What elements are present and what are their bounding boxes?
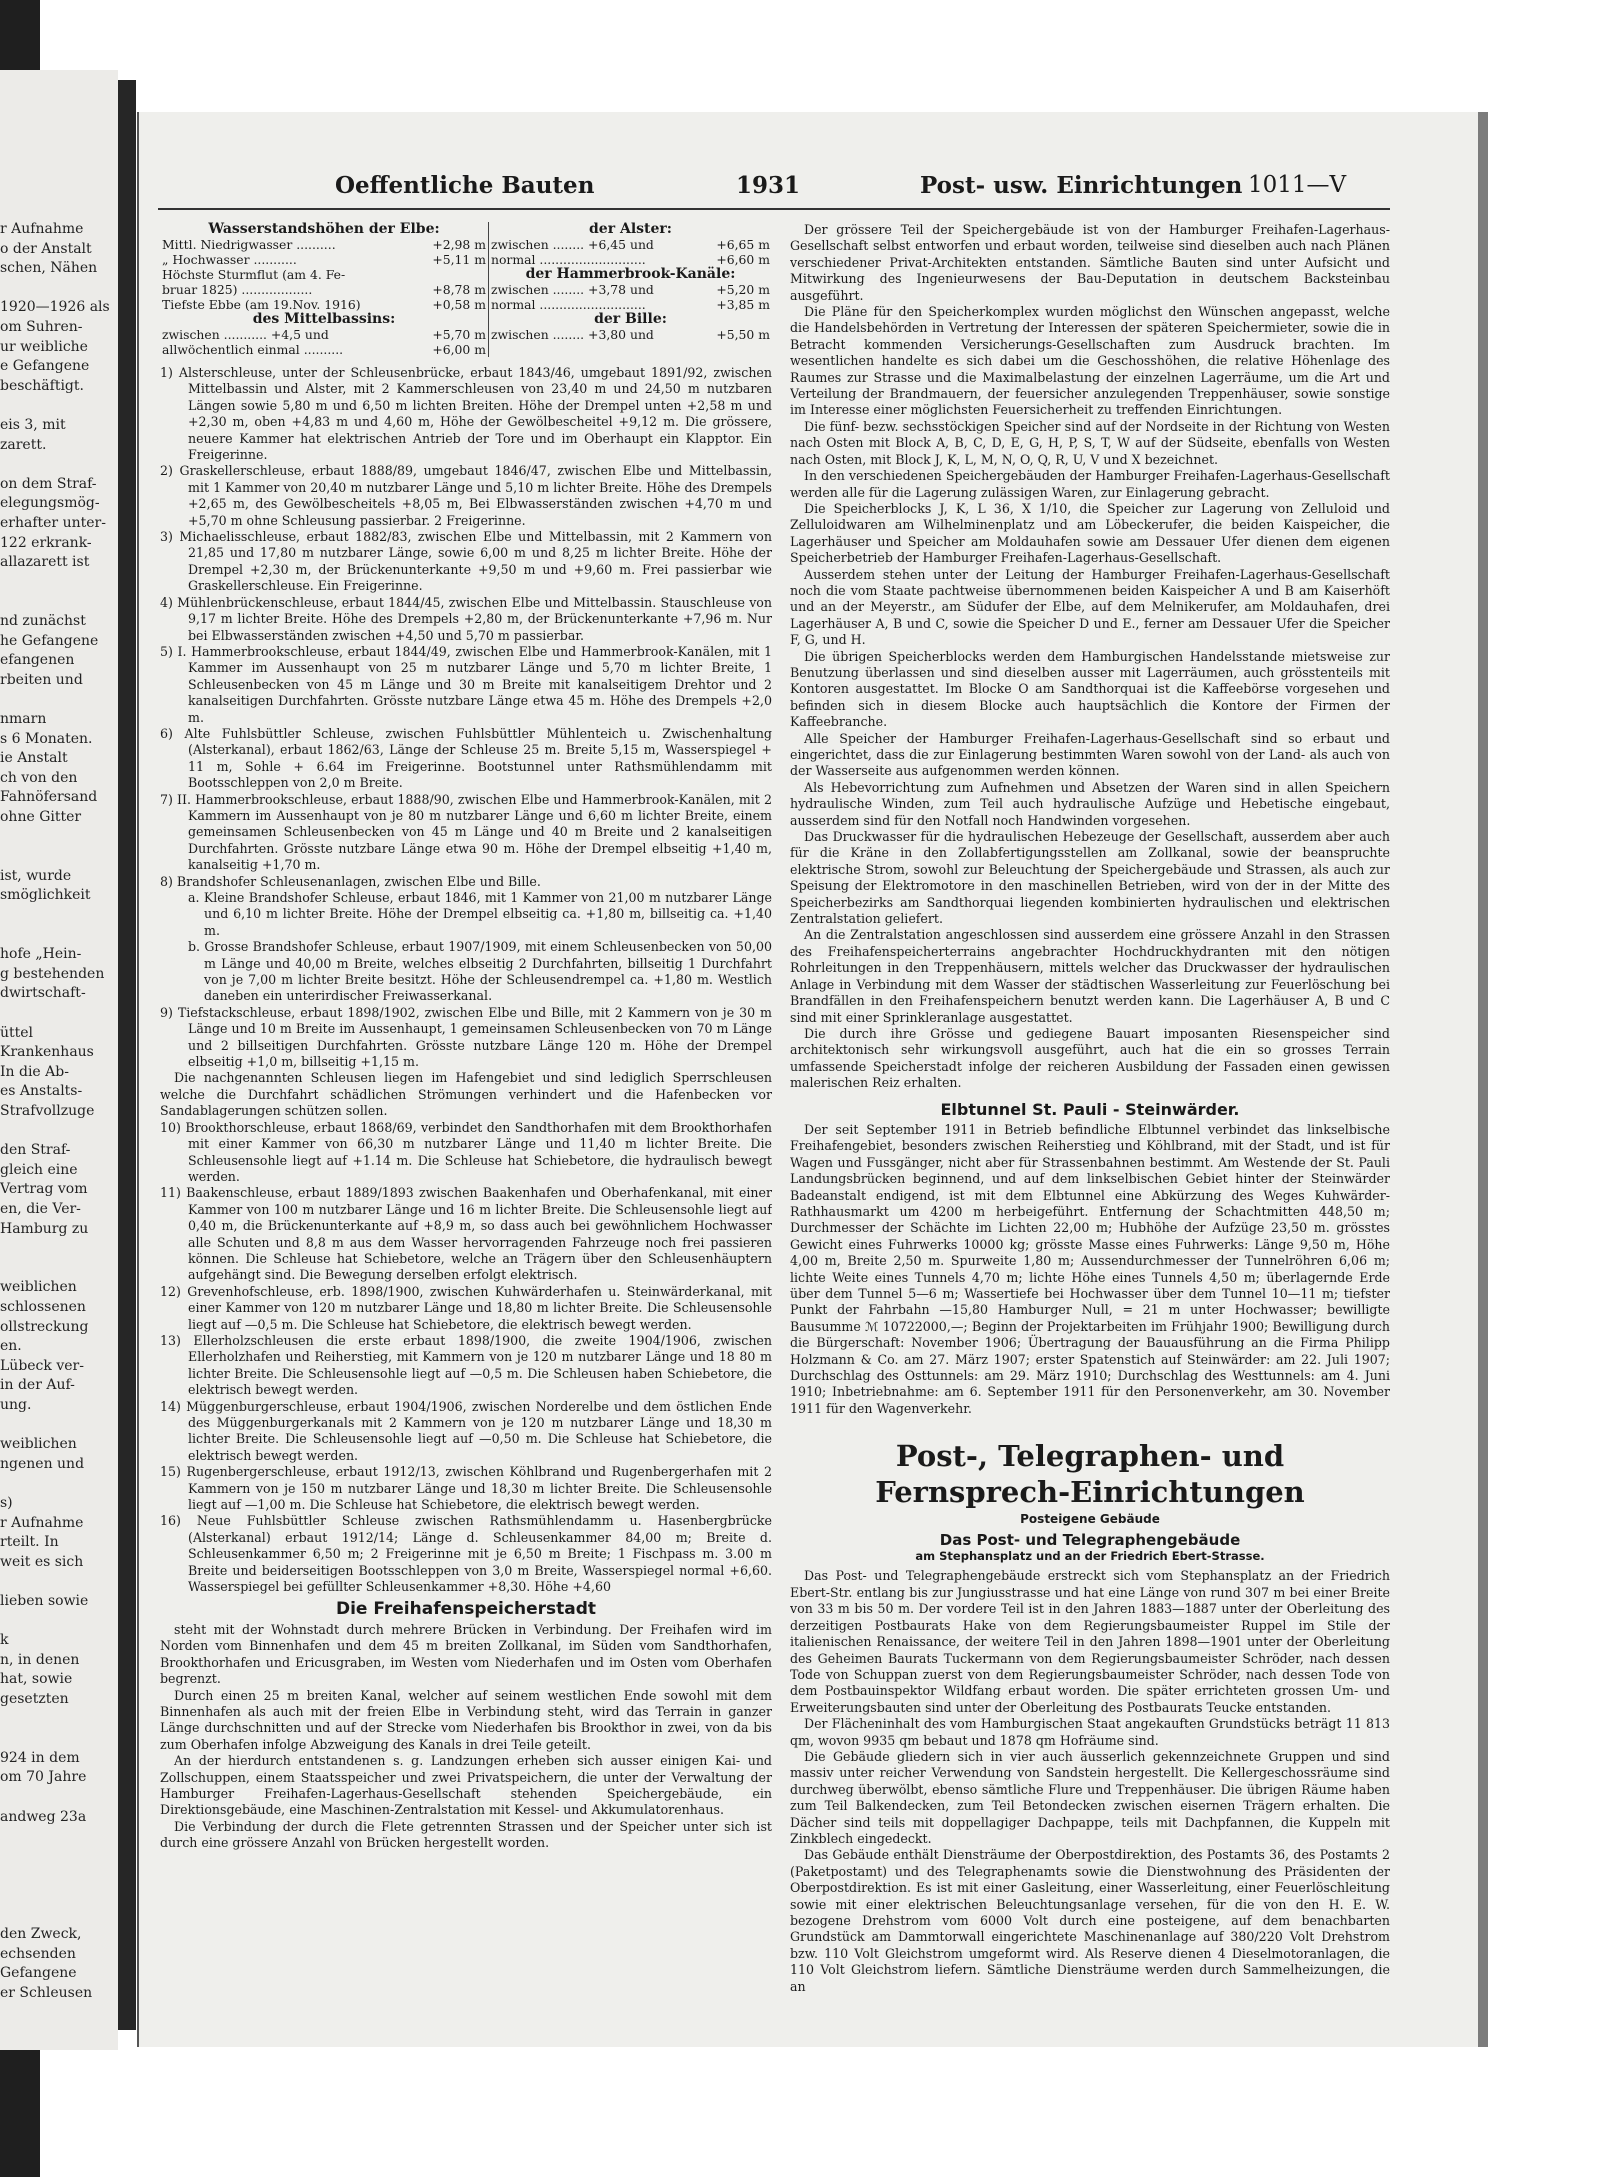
left-page-line: weiblichen [0,1279,77,1296]
lock-entry: 15) Rugenbergerschleuse, erbaut 1912/13, zwischen Köhlbrand und Rugenbergerhafen mit 2 Kammern von je 150 m nutzbarer Länge und 18,30 m lichter Breite. Die Schleusensohle liegt auf —1,00 m. Die Schleuse hat Schiebetore, die elektrisch bewegt werden. [160,1464,772,1513]
paragraph: Die Speicherblocks J, K, L 36, X 1/10, die Speicher zur Lagerung von Zelluloid und Zelluloidwaren am Wilhelminenplatz und am Löbeckerufer, die beiden Kaispeicher, die Lagerhäuser und Speicher am Moldauhafen sowie am Dessauer Ufer dienen dem eigenen Speicherbetrieb der Hamburger Freihafen-Lagerhaus-Gesellschaft. [790,500,1390,566]
left-page-line: Gefangene [0,1965,77,1982]
water-label: zwischen ........ +3,78 und [488,282,699,297]
water-title-elbe: Wasserstandshöhen der Elbe: [208,222,440,237]
water-label: zwischen ........ +3,80 und [488,327,699,342]
paragraph: Die Verbindung der durch die Flete getrennten Strassen und der Speicher unter sich ist durch eine grössere Anzahl von Brücken hergestellt worden. [160,1818,772,1851]
left-page-line: den Zweck, [0,1926,82,1943]
water-value: +5,50 m [716,327,770,342]
left-page-line: in der Auf- [0,1377,75,1394]
water-label: Tiefste Ebbe (am 19.Nov. 1916) [162,297,361,312]
lock-subentry: b. Grosse Brandshofer Schleuse, erbaut 1907/1909, mit einem Schleusenbecken von 50,00 m Länge und 40,00 m Breite, welches elbseitig 2 Durchfahrten, billseitig 1 Durchfahrt von je 7,00 m lichter Breite besitzt. Höhe der Schleusendrempel ca. +1,80 m. Westlich daneben ein unterirdischer Freiwasserkanal. [188,939,772,1004]
left-page-line: weit es sich [0,1553,84,1570]
speicher-text [790,222,1390,1092]
left-page-line: e Gefangene [0,358,90,375]
left-page-line: s) [0,1495,13,1511]
lock-entry: 1) Alsterschleuse, unter der Schleusenbrücke, erbaut 1843/46, umgebaut 1891/92, zwischen Mittelbassin und Alster, mit 2 Kammerschleusen von 23,40 m und 24,50 m nutzbaren Längen sowie 5,80 m und 6,50 m lichten Breiten. Höhe der Drempel unten +2,58 m und +2,30 m, oben +4,83 m und 4,60 m, Höhe der Gewölbescheitel +9,12 m. Die grössere, neuere Kammer hat elektrischen Antrieb der Tore und im Oberhaupt ein Klapptor. Ein Freigerinne. [160,365,772,463]
left-page-line: he Gefangene [0,632,99,649]
paragraph: Das Post- und Telegraphengebäude erstreckt sich vom Stephansplatz an der Friedrich Ebert-Str. entlang bis zur Jungiusstrasse und hat eine Länge von rund 307 m bei einer Breite von 33 m bis 50 m. Der vordere Teil ist in den Jahren 1883—1887 unter der Oberleitung des derzeitigen Postbaurats Hake von dem Regierungsbaumeister Ruppel im Stile der italienischen Renaissance, der weitere Teil in den Jahren 1898—1901 unter der Oberleitung des Geheimen Baurats Tuckermann von dem Regierungsbaumeister Schröder, nach dessen Tode von Schuppan zuerst von dem Regierungsbaumeister Schröder, nach dessen Tode von dem Postbauinspektor Wildfang erbaut worden. Die später errichteten grossen Um- und Erweiterungsbauten sind unter der Oberleitung des Postbaurats Teucke entstanden. [790,1568,1390,1715]
header-left: Oeffentliche Bauten [335,172,595,199]
left-page-line: schen, Nähen [0,260,98,277]
water-title-alster: der Alster: [488,222,772,237]
left-page-line: es Anstalts- [0,1083,83,1100]
left-page-line: ollstreckung [0,1318,89,1335]
paragraph: Das Druckwasser für die hydraulischen Hebezeuge der Gesellschaft, ausserdem aber auch für die Kräne in den Zollabfertigungsstellen am Zollkanal, sowie der beanspruchte elektrische Strom, sowohl zur Beleuchtung der Speichergebäude und Strassen, als auch zur Speisung der Elektromotore in den maschinellen Betrieben, wird von der in der Mitte des Speicherbezirks am Sandthorquai liegenden kombinierten hydraulischen und elektrischen Zentralstation geliefert. [790,829,1390,927]
paragraph: steht mit der Wohnstadt durch mehrere Brücken in Verbindung. Der Freihafen wird im Norden vom Binnenhafen und dem 45 m breiten Zollkanal, im Süden vom Sandthorhafen, Brookthorhafen und Ericusgraben, im Westen vom Niederhafen und im Osten vom Oberhafen begrenzt. [160,1621,772,1687]
lock-entry: 3) Michaelisschleuse, erbaut 1882/83, zwischen Elbe und Mittelbassin, mit 2 Kammern von 21,85 und 17,80 m nutzbarer Länge, sowie 6,00 m und 8,25 m lichter Breite. Höhe der Drempel +2,30 m, der Brückenunterkante +9,50 m und +9,60 m. Frei passierbar wie Graskellerschleuse. Ein Freigerinne. [160,529,772,594]
left-page-line: dwirtschaft- [0,985,86,1002]
left-column [160,222,772,2022]
left-page-line: on dem Straf- [0,475,97,492]
water-label: bruar 1825) .................. [162,282,313,297]
brandshofer-sublist [160,890,772,1005]
left-page-line: echsenden [0,1945,76,1962]
left-page-line: Lübeck ver- [0,1357,84,1374]
post-building-title: Das Post- und Telegraphengebäude [939,1530,1241,1549]
header-rule [158,208,1390,210]
post-building-subtitle: am Stephansplatz und an der Friedrich Ebert-Strasse. [915,1549,1265,1564]
post-subtitle: Posteigene Gebäude [1020,1512,1160,1527]
paragraph: Die übrigen Speicherblocks werden dem Hamburgischen Handelsstande mietsweise zur Benutzung überlassen und sind dieselben ausser mit Lagerräumen, auch grösstenteils mit Kontoren ausgestattet. Im Blocke O am Sandthorquai ist die Kaffeebörse vorgesehen und befinden sich in diesem Blocke auch hauptsächlich die Kontore der Firmen der Kaffeebranche. [790,648,1390,730]
elbtunnel-text: Der seit September 1911 in Betrieb befindliche Elbtunnel verbindet das linkselbische Freihafengebiet, besonders zwischen Reiherstieg und Köhlbrand, mit der Stadt, und ist für Wagen und Fussgänger, nicht aber für Strassenbahnen bestimmt. Am Westende der St. Pauli Landungsbrücken beginnend, und auf dem linkselbischen Gebiet hinter der Steinwärder Badeanstalt endigend, ist mit dem Elbtunnel eine Abkürzung des Weges Kuhwärder-Rathhausmarkt um 4200 m herbeigeführt. Entfernung der Schachtmitten 448,50 m; Durchmesser der Schächte im Lichten 22,00 m; Hubhöhe der Aufzüge 23,50 m. grösstes Gewicht eines Fuhrwerks 10000 kg; grösste Masse eines Fuhrwerks: Länge 9,50 m, Höhe 4,00 m, Breite 2,50 m. Spurweite 1,80 m; Aussendurchmesser der Tunnelröhren 6,06 m; lichte Weite eines Tunnels 4,70 m; lichte Höhe eines Tunnels 4,50 m; überlagernde Erde über dem Tunnel 5—6 m; Wassertiefe bei Hochwasser über dem Tunnel 10—11 m; tiefster Punkt der Fahrbahn —15,80 Hamburger Null, = 21 m unter Hochwasser; bewilligte Bausumme ℳ 10722000,—; Beginn der Projektarbeiten im Frühjahr 1900; Bewilligung durch die Bürgerschaft: November 1906; Übertragung der Bauausführung an die Firma Philipp Holzmann & Co. am 27. März 1907; erster Spatenstich auf Steinwärder: am 22. Juli 1907; Durchschlag des Osttunnels: am 29. März 1910; Durchschlag des Westtunnels: am 4. Juni 1910; Inbetriebnahme: am 6. September 1911 für den Personenverkehr, am 30. November 1911 für den Wagenverkehr. [790,1121,1390,1416]
water-label: Höchste Sturmflut (am 4. Fe- [162,267,346,282]
lock-entry: 9) Tiefstackschleuse, erbaut 1898/1902, zwischen Elbe und Bille, mit 2 Kammern von je 30 m Länge und 10 m Breite im Aussenhaupt, 1 gemeinsamen Schleusenbecken von 70 m Länge und 2 billseitigen Durchfahrten. Grösste nutzbare Länge 120 m. Höhe der Drempel elbseitig +1,0 m, billseitig +1,15 m. [160,1004,772,1070]
freihafen-title: Die Freihafenspeicherstadt [335,1599,596,1620]
paragraph: Der grössere Teil der Speichergebäude ist von der Hamburger Freihafen-Lagerhaus-Gesellschaft selbst entworfen und erbaut worden, teilweise sind dieselben auch nach Plänen verschiedener Privat-Architekten entstanden. Sämtliche Bauten sind unter Aufsicht und Mitwirkung des Ingenieurwesens der Bau-Deputation in deutschem Backsteinbau ausgeführt. [790,222,1390,303]
left-page-line: lieben sowie [0,1593,89,1609]
water-value: +3,85 m [716,297,770,312]
left-page-line: om Suhren- [0,319,83,335]
lock-entry: 13) Ellerholzschleusen die erste erbaut 1898/1900, die zweite 1904/1906, zwischen Ellerholzhafen und Reiherstieg, mit Kammern von je 120 m nutzbarer Länge und 18 80 m lichter Breite. Die Schleusensohle liegt auf —0,5 m. Die Schleusen haben Schiebetore, die elektrisch bewegt werden. [160,1332,772,1398]
lock-entry: 4) Mühlenbrückenschleuse, erbaut 1844/45, zwischen Elbe und Mittelbassin. Stauschleuse von 9,17 m lichter Breite. Höhe des Drempels +2,80 m, der Brückenunterkante +7,96 m. Nur bei Elbwasserständen zwischen +4,50 und 5,70 m passierbar. [160,594,772,643]
paragraph: Die Pläne für den Speicherkomplex wurden möglichst den Wünschen angepasst, welche die Handelsbehörden in Vertretung der Interessen der späteren Speichermieter, sowie die in Betracht kommenden Versicherungs-Gesellschaften zum Ausdruck brachten. Im wesentlichen handelte es sich dabei um die Geschosshöhen, die relative Höhenlage des Raumes zur Strasse und die Maximalbelastung der einzelnen Lagerräume, um die Art und Verteilung der Brandmauern, der feuersicher anzulegenden Treppenhäuser, sowie sonstige im Interesse einer möglichsten Feuersicherheit zu treffenden Einrichtungen. [790,304,1390,418]
left-page-line: r Aufnahme [0,221,84,237]
paragraph: An die Zentralstation angeschlossen sind ausserdem eine grössere Anzahl in den Strassen des Freihafenspeicherterrains angebrachter Hochdruckhydranten mit den nötigen Rohrleitungen in den Treppenhäusern, mittels welcher das Druckwasser der hydraulischen Anlage in Verbindung mit dem Wasser der städtischen Wasserleitung zur Feuerlöschung bei Brandfällen in den Freihafenspeichern benutzt werden kann. Die Lagerhäuser A, B und C sind mit einer Sprinkleranlage ausgestattet. [790,927,1390,1025]
paragraph: Der Flächeninhalt des vom Hamburgischen Staat angekauften Grundstücks beträgt 11 813 qm, wovon 9935 qm bebaut und 1878 qm Hofräume sind. [790,1716,1390,1748]
water-value: +6,65 m [716,237,770,252]
left-page-line: ist, wurde [0,867,72,884]
water-value: +2,98 m [432,237,486,252]
water-label: „ Hochwasser ........... [162,252,297,267]
left-page-line: 924 in dem [0,1749,80,1766]
left-page-line: gesetzten [0,1691,69,1707]
left-page-line: Fahnöfersand [0,789,98,806]
left-page-line: smöglichkeit [0,887,91,904]
water-value: +5,20 m [716,282,770,297]
header-year: 1931 [736,172,801,199]
locks-list-2 [160,1005,772,1071]
paragraph: Als Hebevorrichtung zum Aufnehmen und Absetzen der Waren sind in allen Speichern hydraulische Winden, zum Teil auch hydraulische Aufzüge und Hebetische eingebaut, ausserdem sind für den Notfall noch Handwinden vorgesehen. [790,779,1390,828]
left-page-line: allazarett ist [0,554,90,571]
left-page-line: Hamburg zu [0,1220,89,1237]
header-page-number: 1011—V [1248,172,1347,198]
water-label: zwischen ........... +4,5 und [162,327,329,342]
post-title-line1: Post-, Telegraphen- und [895,1439,1285,1474]
right-column [790,222,1390,2022]
post-text [790,1568,1390,1995]
left-page-line: o der Anstalt [0,240,92,257]
lock-entry: 6) Alte Fuhlsbüttler Schleuse, zwischen Fuhlsbüttler Mühlenteich u. Zwischenhaltung (Alsterkanal), erbaut 1862/63, Länge der Schleuse 25 m. Breite 5,15 m, Wasserspiegel + 11 m, Sohle + 6.64 im Freigerinne. Bootstunnel unter Rathsmühlendamm mit Bootsschleppen von 2,0 m Breite. [160,725,772,791]
elbtunnel-title: Elbtunnel St. Pauli - Steinwärder. [940,1099,1240,1119]
water-label: zwischen ........ +6,45 und [488,237,699,252]
left-page-line: s 6 Monaten. [0,730,93,747]
left-page-line: er Schleusen [0,1985,93,2001]
left-page-line: g bestehenden [0,965,105,982]
lock-subentry: a. Kleine Brandshofer Schleuse, erbaut 1846, mit 1 Kammer von 21,00 m nutzbarer Länge und 6,10 m lichter Breite. Höhe der Drempel elbseitig ca. +1,80 m, billseitig ca. +1,40 m. [188,890,772,938]
left-page-line: In die Ab- [0,1063,69,1080]
left-page-line: Krankenhaus [0,1044,94,1061]
water-value: +6,00 m [432,342,486,357]
water-value: +6,60 m [716,252,770,267]
paragraph: In den verschiedenen Speichergebäuden der Hamburger Freihafen-Lagerhaus-Gesellschaft werden alle für die Lagerung zulässigen Waren, zur Einlagerung gebracht. [790,468,1390,500]
left-page-line: elegungsmög- [0,495,100,512]
left-page-line: rbeiten und [0,671,83,688]
left-page-line: nmarn [0,711,47,727]
locks-list [160,365,772,890]
lock-entry: 7) II. Hammerbrookschleuse, erbaut 1888/90, zwischen Elbe und Hammerbrook-Kanälen, mit 2 Kammern im Aussenhaupt von je 80 m nutzbarer Länge und 6,60 m lichter Breite, einem gemeinsamen Schleusenbecken von 45 m Länge und 40 m Breite und 2 kanalseitigen Durchfahrten. Grösste nutzbare Länge etwa 90 m. Höhe der Drempel elbseitig +1,40 m, kanalseitig +1,70 m. [160,791,772,873]
left-page-line: r Aufnahme [0,1514,84,1531]
left-page-line: andweg 23a [0,1808,87,1825]
left-page-line: ngenen und [0,1455,85,1472]
left-page-line: 122 erkrank- [0,534,92,551]
lock-entry: 16) Neue Fuhlsbüttler Schleuse zwischen Rathsmühlendamm u. Hasenbergbrücke (Alsterkanal) erbaut 1912/14; Länge d. Schleusenkammer 84,00 m; Breite d. Schleusenkammer 6,50 m; 2 Freigerinne mit je 6,50 m Breite; 1 Fischpass m. 3.00 m Breite und beiderseitigen Bootsschleppen von 3,0 m Breite, Wasserspiegel normal +6,60. Wasserspiegel bei gefüllter Schleusenkammer +8,30. Höhe +4,60 [160,1513,772,1595]
lock-entry: 2) Graskellerschleuse, erbaut 1888/89, umgebaut 1846/47, zwischen Elbe und Mittelbassin, mit 1 Kammer von 20,40 m nutzbarer Länge und 5,10 m lichter Breite. Höhe des Drempels +2,65 m, des Gewölbescheitels +8,05 m, Bei Elbwasserständen zwischen +4,70 m und +5,70 m ohne Schleusung passierbar. 2 Freigerinne. [160,463,772,528]
left-page-line: Strafvollzuge [0,1103,95,1119]
post-title-line2: Fernsprech-Einrichtungen [875,1475,1305,1510]
paragraph: Durch einen 25 m breiten Kanal, welcher auf seinem westlichen Ende sowohl mit dem Binnenhafen als auch mit der freien Elbe in Verbindung steht, wird das Terrain in ganzer Länge durchschnitten und auf der Strecke vom Niederhafen bis Brookthor in zwei, von da bis zum Oberhafen infolge Abzweigung des Kanals in drei Teile geteilt. [160,1687,772,1752]
left-page-line: den Straf- [0,1142,71,1159]
lock-entry: 14) Müggenburgerschleuse, erbaut 1904/1906, zwischen Norderelbe und dem östlichen Ende des Müggenburgerkanals mit 2 Kammern von je 120 m nutzbarer Länge und 18,30 m lichter Breite. Die Schleusensohle liegt auf —0,50 m. Die Schleuse hat Schiebetore, die elektrisch bewegt werden. [160,1398,772,1463]
water-title-hammerbrook: der Hammerbrook-Kanäle: [488,267,772,282]
locks-note: Die nachgenannten Schleusen liegen im Hafengebiet und sind lediglich Sperrschleusen welche die Durchfahrt schädlichen Strömungen verhindert und die Hafenbecken vor Sandablagerungen schützen sollen. [160,1070,772,1119]
paragraph: Die durch ihre Grösse und gediegene Bauart imposanten Riesenspeicher sind architektonisch sehr wirkungsvoll ausgeführt, auch hat die ein so grosses Terrain umfassende Speicherstadt infolge der reicheren Ausbildung der Fassaden einen gewissen malerischen Reiz erhalten. [790,1025,1390,1091]
water-value: +8,78 m [432,282,486,297]
left-page-line: ohne Gitter [0,809,82,825]
left-page-line: weiblichen [0,1436,77,1453]
left-page-line: rteilt. In [0,1534,59,1551]
left-page-line: n, in denen [0,1651,80,1668]
left-page-line: nd zunächst [0,613,86,629]
water-title-bille: der Bille: [488,312,772,327]
left-page-line: Vertrag vom [0,1181,88,1198]
paragraph: Alle Speicher der Hamburger Freihafen-Lagerhaus-Gesellschaft sind so erbaut und eingerichtet, dass die zur Einlagerung bestimmten Waren sowohl von der Land- als auch von der Wasserseite aus aufgenommen werden können. [790,730,1390,779]
left-page-line: ung. [0,1397,32,1413]
water-title-mittelbassin: des Mittelbassins: [252,311,396,327]
left-page-line: schlossenen [0,1299,86,1315]
left-page-line: hat, sowie [0,1671,73,1688]
paragraph: Das Gebäude enthält Diensträume der Oberpostdirektion, des Postamts 36, des Postamts 2 (Paketpostamt) und des Telegraphenamts sowie die Dienstwohnung des Präsidenten der Oberpostdirektion. Es ist mit einer Gasleitung, einer Wasserleitung, einer Feuerlöschleitung sowie mit einer elektrischen Beleuchtungsanlage versehen, für die von den H. E. W. bezogene Drehstrom vom 6000 Volt durch eine posteigene, auf dem benachbarten Grundstück am Dammtorwall eingerichtete Maschinenanlage auf 380/220 Volt Drehstrom bzw. 110 Volt Gleichstrom umgeformt wird. Als Reserve dienen 4 Dieselmotoranlagen, die 110 Volt Gleichstrom liefern. Sämtliche Diensträume werden durch Sammelheizungen, die an [790,1847,1390,1994]
lock-entry: 10) Brookthorschleuse, erbaut 1868/69, verbindet den Sandthorhafen mit dem Brookthorhafen mit einer Kammer von 66,30 m nutzbarer Länge und 11,40 m lichter Breite. Die Schleusensohle liegt auf +1.14 m. Die Schleuse hat Schiebetore, die hydraulisch bewegt werden. [160,1119,772,1184]
left-page-line: hofe „Hein- [0,946,82,963]
left-page-line: 1920—1926 als [0,299,110,316]
left-page-line: zarett. [0,436,47,453]
left-page-line: eis 3, mit [0,417,66,433]
water-label: normal ........................... [488,252,699,267]
water-value: +0,58 m [432,297,486,312]
water-levels-table [160,222,772,357]
paragraph: An der hierdurch entstandenen s. g. Landzungen erheben sich ausser einigen Kai- und Zollschuppen, einem Staatsspeicher und zwei Privatspeichern, die unter der Verwaltung der Hamburger Freihafen-Lagerhaus-Gesellschaft stehenden Speichergebäude, ein Direktionsgebäude, eine Maschinen-Zentralstation mit Kessel- und Akkumulatorenhaus. [160,1753,772,1818]
lock-entry: 5) I. Hammerbrookschleuse, erbaut 1844/49, zwischen Elbe und Hammerbrook-Kanälen, mit 1 Kammer im Aussenhaupt von 25 m nutzbarer Länge und 5,70 m lichter Breite, 1 Schleusenbecken von 45 m Länge und 30 m Breite mit kanalseitigem Drehtor und 2 kanalseitigen Durchfahrten. Grösste nutzbare Länge etwa 45 m. Höhe des Drempels +2,0 m. [160,643,772,725]
left-page-fragment [0,70,118,2050]
water-value [415,267,488,282]
locks-list-3 [160,1120,772,1596]
left-page-line: üttel [0,1024,34,1041]
water-value: +5,70 m [432,327,486,342]
left-page-line: erhafter unter- [0,515,106,531]
water-label: Mittl. Niedrigwasser .......... [162,237,336,252]
left-page-line: ch von den [0,769,78,786]
paragraph: Die fünf- bezw. sechsstöckigen Speicher sind auf der Nordseite in der Richtung von Westen nach Osten mit Block A, B, C, D, E, G, H, P, S, T, W auf der Südseite, ebenfalls von Westen nach Osten, mit Block J, K, L, M, N, O, Q, R, U, V und X bezeichnet. [790,418,1390,467]
lock-entry: 12) Grevenhofschleuse, erb. 1898/1900, zwischen Kuhwärderhafen u. Steinwärderkanal, mit einer Kammer von 120 m nutzbarer Länge und 18,80 m lichter Breite. Die Schleusensohle liegt auf —0,5 m. Die Schleuse hat Schiebetore, die elektrisch bewegt werden. [160,1283,772,1332]
lock-entry: 11) Baakenschleuse, erbaut 1889/1893 zwischen Baakenhafen und Oberhafenkanal, mit einer Kammer von 100 m nutzbarer Länge und 16 m lichter Breite. Die Schleusensohle liegt auf 0,40 m, die Brückenunterkante auf +8,9 m, so dass auch bei gewöhnlichem Hochwasser alle Schuten und 8,8 m aus dem Wasser hervorragenden Fahrzeuge noch frei passieren können. Die Schleuse hat Schiebetore, welche an Trägern über den Schleusenhäuptern aufgehängt sind. Die Bewegung derselben erfolgt elektrisch. [160,1185,772,1283]
left-page-line: k [0,1632,9,1649]
water-label: normal ........................... [488,297,699,312]
water-value: +5,11 m [432,252,486,267]
right-margin [1488,0,1600,2177]
left-page-line: en, die Ver- [0,1201,81,1217]
paragraph: Die Gebäude gliedern sich in vier auch äusserlich gekennzeichnete Gruppen und sind massiv unter reicher Verwendung von Sandstein hergestellt. Die Kellergeschossräume sind durchweg überwölbt, ebenso sämtliche Flure und Treppenhäuser. Die übrigen Räume haben zum Teil Balkendecken, zum Teil Betondecken zwischen eisernen Trägern erhalten. Die Dächer sind teils mit doppellagiger Dachpappe, teils mit Dachpfannen, die Kuppeln mit Zinkblech eingedeckt. [790,1748,1390,1846]
left-page-line: gleich eine [0,1161,78,1178]
book-gutter [118,80,136,2030]
freihafen-text [160,1622,772,1852]
water-label: allwöchentlich einmal .......... [162,342,344,357]
header-right: Post- usw. Einrichtungen [920,172,1243,199]
left-page-line: om 70 Jahre [0,1769,87,1786]
paragraph: Ausserdem stehen unter der Leitung der Hamburger Freihafen-Lagerhaus-Gesellschaft noch die vom Staate pachtweise übernommenen beiden Kaispeicher A und B am Kaiserhöft und an der Meyerstr., am Südufer der Elbe, auf dem Melnikerufer, am Moldauhafen, drei Lagerhäuser A, B und C, sowie die Speicher D und E., ferner am Dessauer Ufer die Speicher F, G, und H. [790,566,1390,648]
left-page-line: efangenen [0,652,75,669]
page-shadow [1478,112,1488,2047]
lock-entry: 8) Brandshofer Schleusenanlagen, zwischen Elbe und Bille. [160,873,541,889]
left-page-line: ie Anstalt [0,750,68,767]
left-page-line: beschäftigt. [0,377,84,394]
left-page-line: ur weibliche [0,338,88,355]
left-page-line: en. [0,1338,22,1355]
